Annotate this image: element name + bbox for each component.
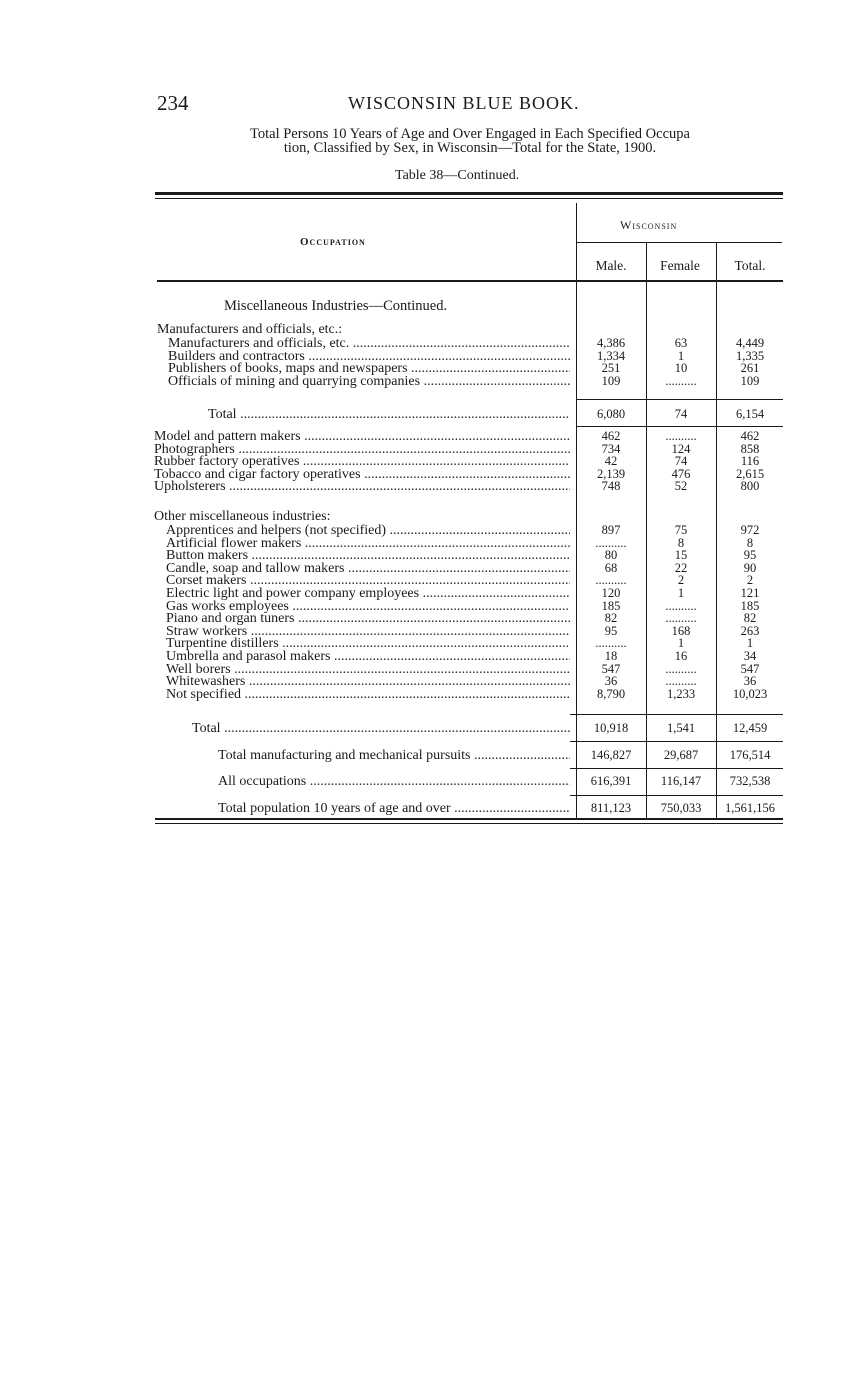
cell-male: .......... [595, 535, 627, 550]
cell-male: 36 [604, 674, 618, 689]
caption-line: tion, Classified by Sex, in Wisconsin—Total for the State, 1900. [283, 140, 657, 156]
table-caption [160, 127, 780, 155]
row-label: Total manufacturing and mechanical pursuits ..... [218, 749, 570, 762]
cell-female: 1,233 [666, 686, 696, 701]
row-label: Well borers ..... [166, 663, 570, 676]
caption-line: Total Persons 10 Years of Age and Over Engaged in Each Specified Occupa [250, 126, 690, 142]
cell-total: 109 [740, 373, 760, 388]
header-male: Male. [595, 258, 627, 273]
table-row [0, 337, 859, 350]
cell-female: .......... [665, 661, 697, 676]
row-label: Whitewashers ..... [166, 675, 570, 688]
cell-male: 82 [604, 611, 618, 626]
table-row [0, 430, 859, 443]
cell-total: 800 [740, 479, 760, 493]
cell-male: 8,790 [596, 686, 626, 701]
table-row [0, 455, 859, 468]
cell-female: 63 [674, 336, 688, 350]
cell-total: 1,561,156 [725, 801, 775, 815]
row-label: Umbrella and parasol makers ..... [166, 650, 570, 663]
cell-female: 124 [671, 441, 691, 456]
row-label: Artificial flower makers ..... [166, 537, 570, 550]
summary-row [0, 775, 859, 788]
cell-female: 74 [674, 454, 688, 468]
table-row [0, 549, 859, 562]
cell-female: .......... [665, 598, 697, 613]
table-row [0, 362, 859, 375]
row-label: Total population 10 years of age and over ..... [218, 802, 570, 815]
cell-total: 121 [740, 586, 760, 600]
cell-male: 897 [601, 523, 621, 537]
row-label: Officials of mining and quarrying companies ..... [168, 375, 570, 388]
total-rule [570, 714, 783, 715]
cell-female: .......... [665, 373, 697, 388]
cell-female: 29,687 [663, 748, 699, 762]
cell-total: 1 [746, 636, 754, 651]
header-female: Female [660, 258, 700, 273]
cell-total: 2 [746, 573, 754, 588]
cell-male: 185 [601, 598, 621, 613]
group-heading: Other miscellaneous industries: [154, 510, 331, 523]
cell-male: 748 [601, 479, 621, 493]
cell-female: .......... [665, 674, 697, 689]
row-label: Gas works employees ..... [166, 600, 570, 613]
row-label: Corset makers ..... [166, 574, 570, 587]
cell-female: 750,033 [660, 801, 702, 815]
table-row [0, 612, 859, 625]
table-row [0, 468, 859, 481]
cell-male: .......... [595, 636, 627, 651]
table-row [0, 537, 859, 550]
cell-female: 75 [674, 523, 688, 537]
row-label: Candle, soap and tallow makers ..... [166, 562, 570, 575]
cell-female: 116,147 [660, 774, 702, 788]
cell-total: 263 [740, 623, 760, 638]
cell-male: 4,386 [596, 336, 626, 350]
table-row [0, 650, 859, 663]
cell-male: 811,123 [590, 801, 632, 815]
cell-male: 95 [604, 623, 618, 638]
cell-female: .......... [665, 611, 697, 626]
summary-row [0, 749, 859, 762]
cell-male: 1,334 [596, 348, 626, 363]
row-label: Apprentices and helpers (not specified) ..... [166, 524, 570, 537]
row-label: Not specified ..... [166, 688, 570, 701]
cell-female: 476 [671, 466, 691, 481]
table-row [0, 587, 859, 600]
summary-rule [570, 768, 783, 769]
cell-total: 6,154 [735, 407, 765, 421]
cell-female: 15 [674, 548, 688, 563]
row-label: Upholsterers ..... [154, 480, 570, 493]
table-row [0, 675, 859, 688]
cell-total: 185 [740, 598, 760, 613]
cell-total: 10,023 [732, 686, 768, 701]
top-rule-thin [155, 198, 783, 199]
table-row [0, 480, 859, 493]
cell-male: 42 [604, 454, 618, 468]
row-label: Photographers ..... [154, 443, 570, 456]
table-row [0, 524, 859, 537]
cell-male: 109 [601, 373, 621, 388]
table-row [0, 375, 859, 388]
table-row [0, 350, 859, 363]
section-title: Miscellaneous Industries—Continued. [224, 298, 448, 314]
row-label: Straw workers ..... [166, 625, 570, 638]
cell-total: 547 [740, 661, 760, 676]
header-bottom-rule [157, 280, 783, 282]
table-row [0, 574, 859, 587]
cell-total: 4,449 [735, 336, 765, 350]
row-label: Piano and organ tuners ..... [166, 612, 570, 625]
bottom-rule [155, 818, 783, 820]
row-label: Builders and contractors ..... [168, 350, 570, 363]
cell-total: 732,538 [729, 774, 771, 788]
header-group-wisconsin: Wisconsin [620, 218, 678, 232]
summary-rule [570, 741, 783, 742]
total-rule [577, 399, 783, 400]
cell-total: 90 [743, 560, 757, 575]
cell-female: 74 [674, 407, 688, 421]
cell-total: 176,514 [729, 748, 771, 762]
table-label: Table 38—Continued. [395, 168, 520, 183]
cell-total: 462 [740, 429, 760, 443]
cell-total: 8 [746, 535, 754, 550]
cell-total: 12,459 [732, 721, 768, 735]
page-number: 234 [157, 91, 189, 115]
cell-total: 261 [740, 361, 760, 375]
cell-male: 616,391 [590, 774, 632, 788]
cell-male: 146,827 [590, 748, 632, 762]
cell-female: .......... [665, 429, 697, 443]
total-row: Total ..... 10,918 1,541 12,459 [0, 722, 859, 735]
cell-total: 34 [743, 649, 757, 663]
cell-male: .......... [595, 573, 627, 588]
table-row [0, 600, 859, 613]
total-rule [577, 426, 783, 427]
running-head: WISCONSIN BLUE BOOK. [348, 93, 580, 113]
table-row [0, 688, 859, 701]
header-total: Total. [734, 258, 766, 273]
cell-female: 10 [674, 361, 688, 375]
cell-male: 734 [601, 441, 621, 456]
cell-total: 972 [740, 523, 760, 537]
row-label: Button makers ..... [166, 549, 570, 562]
table-row [0, 443, 859, 456]
cell-male: 251 [601, 361, 621, 375]
cell-male: 120 [601, 586, 621, 600]
row-label: Rubber factory operatives ..... [154, 455, 570, 468]
row-label: Model and pattern makers ..... [154, 430, 570, 443]
cell-total: 95 [743, 548, 757, 563]
table-row [0, 562, 859, 575]
cell-female: 52 [674, 479, 688, 493]
cell-male: 68 [604, 560, 618, 575]
row-label: Manufacturers and officials, etc. ..... [168, 337, 570, 350]
cell-female: 22 [674, 560, 688, 575]
summary-rule [570, 795, 783, 796]
cell-female: 1,541 [666, 721, 696, 735]
cell-female: 1 [677, 636, 685, 651]
cell-female: 1 [677, 348, 685, 363]
cell-female: 16 [674, 649, 688, 663]
summary-row [0, 802, 859, 815]
cell-total: 1,335 [735, 348, 765, 363]
cell-total: 116 [740, 454, 760, 468]
bottom-rule-thin [155, 823, 783, 824]
cell-male: 10,918 [593, 721, 629, 735]
top-rule [155, 192, 783, 195]
table-row [0, 637, 859, 650]
cell-male: 2,139 [596, 466, 626, 481]
cell-female: 8 [677, 535, 685, 550]
row-label: Tobacco and cigar factory operatives ..... [154, 468, 570, 481]
row-label: Publishers of books, maps and newspapers ..... [168, 362, 570, 375]
total-row: Total ..... 6,080 74 6,154 [0, 408, 859, 421]
header-subrule [577, 242, 782, 243]
cell-total: 36 [743, 674, 757, 689]
cell-male: 547 [601, 661, 621, 676]
row-label: Turpentine distillers ..... [166, 637, 570, 650]
cell-female: 2 [677, 573, 685, 588]
table-row [0, 663, 859, 676]
cell-female: 1 [677, 586, 685, 600]
cell-total: 858 [740, 441, 760, 456]
header-occupation: Occupation [300, 236, 366, 248]
row-label: Electric light and power company employees ..... [166, 587, 570, 600]
cell-total: 82 [743, 611, 757, 626]
cell-male: 6,080 [596, 407, 626, 421]
cell-male: 80 [604, 548, 618, 563]
cell-male: 18 [604, 649, 618, 663]
cell-male: 462 [601, 429, 621, 443]
row-label: All occupations ..... [218, 775, 570, 788]
cell-total: 2,615 [735, 466, 765, 481]
table-row [0, 625, 859, 638]
cell-female: 168 [671, 623, 691, 638]
group-heading: Manufacturers and officials, etc.: [157, 323, 343, 336]
